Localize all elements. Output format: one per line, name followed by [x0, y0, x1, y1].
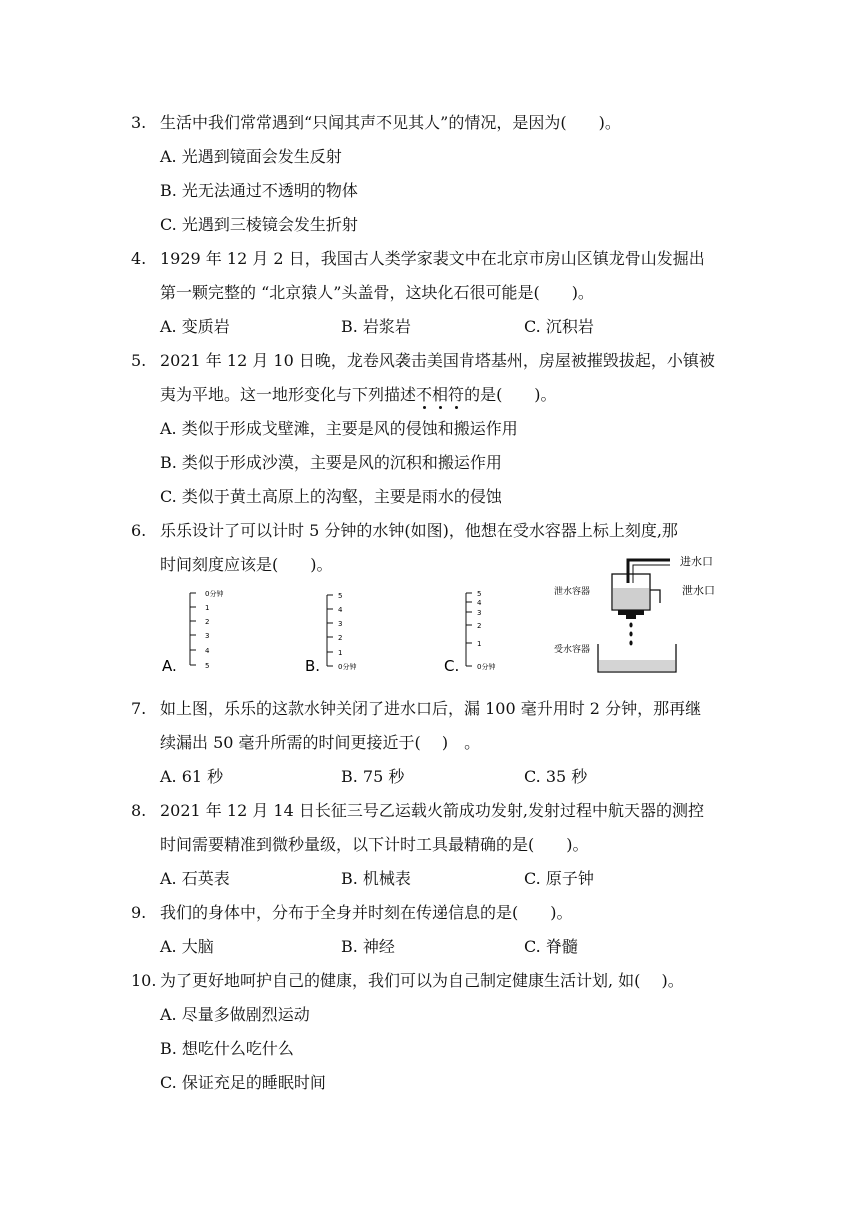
- question-5: [131, 344, 751, 412]
- question-4: [131, 242, 751, 310]
- water-clock-diagram: [554, 554, 715, 672]
- question-number: 3.: [131, 113, 147, 132]
- question-10: [131, 964, 751, 998]
- tick-label: 4: [338, 606, 343, 614]
- question-3: [131, 106, 751, 140]
- tick-label: 5: [338, 592, 343, 600]
- option-letter: C.: [444, 657, 460, 675]
- outlet-label: 泄水口: [682, 584, 715, 597]
- question-stem-line-1: 2021 年 12 月 10 日晚，龙卷风袭击美国肯塔基州，房屋被摧毁拔起，小镇被: [160, 351, 715, 370]
- question-number: 10.: [131, 971, 157, 990]
- option-c-scale[interactable]: [444, 590, 495, 675]
- question-stem-line-2: [160, 378, 751, 412]
- question-stem-line-1: 如上图，乐乐的这款水钟关闭了进水口后，漏 100 毫升用时 2 分钟，那再继: [160, 699, 702, 718]
- question-9: [131, 896, 751, 930]
- option-c[interactable]: C. 脊髓: [524, 937, 578, 956]
- tick-label: 1: [338, 649, 343, 657]
- question-number: 5.: [131, 351, 147, 370]
- tick-label: 4: [205, 647, 210, 655]
- option-a-scale[interactable]: [162, 589, 223, 675]
- emphasis-char: 符: [448, 385, 465, 404]
- tick-label: 3: [338, 620, 343, 628]
- tick-label: 3: [205, 632, 210, 640]
- water-drop: [629, 623, 632, 628]
- question-stem: 生活中我们常常遇到“只闻其声不见其人”的情况，是因为( )。: [160, 113, 621, 132]
- tick-label: 1: [477, 640, 482, 648]
- option-a[interactable]: A. 类似于形成戈壁滩，主要是风的侵蚀和搬运作用: [160, 419, 518, 438]
- option-b[interactable]: B. 光无法通过不透明的物体: [160, 181, 358, 200]
- option-b[interactable]: B. 机械表: [341, 869, 411, 888]
- question-stem-line-2: 续漏出 50 毫升所需的时间更接近于( ) 。: [160, 733, 481, 752]
- option-c[interactable]: C. 光遇到三棱镜会发生折射: [160, 215, 358, 234]
- tick-label: 5: [477, 590, 482, 598]
- tick-label: 4: [477, 599, 482, 607]
- question-number: 4.: [131, 249, 147, 268]
- option-letter: B.: [305, 657, 321, 675]
- tick-label: 2: [477, 622, 482, 630]
- tick-label: 0分钟: [338, 663, 357, 671]
- option-c[interactable]: C. 原子钟: [524, 869, 594, 888]
- question-stem-line-1: 1929 年 12 月 2 日，我国古人类学家裴文中在北京市房山区镇龙骨山发掘出: [160, 249, 705, 268]
- emphasis-char: 不: [416, 385, 433, 404]
- stem-text: 的是( )。: [464, 385, 557, 404]
- question-stem-line-1: 乐乐设计了可以计时 5 分钟的水钟(如图)，他想在受水容器上标上刻度,那: [160, 521, 678, 540]
- question-number: 8.: [131, 801, 147, 820]
- question-stem-line-2: 时间刻度应该是( )。: [160, 555, 333, 574]
- question-stem-line-2: 时间需要精准到微秒量级，以下计时工具最精确的是( )。: [160, 835, 589, 854]
- tick-label: 2: [338, 634, 343, 642]
- tick-label: 1: [205, 604, 210, 612]
- option-b[interactable]: B. 想吃什么吃什么: [160, 1039, 294, 1058]
- question-stem-line-2: 第一颗完整的 “北京猿人”头盖骨，这块化石很可能是( )。: [160, 283, 594, 302]
- question-number: 9.: [131, 903, 147, 922]
- option-b[interactable]: B. 类似于形成沙漠，主要是风的沉积和搬运作用: [160, 453, 502, 472]
- option-b[interactable]: B. 75 秒: [341, 767, 405, 786]
- water-drop: [629, 641, 632, 646]
- option-a[interactable]: A. 石英表: [160, 869, 230, 888]
- option-c[interactable]: C. 保证充足的睡眠时间: [160, 1073, 326, 1092]
- option-a[interactable]: A. 尽量多做剧烈运动: [160, 1005, 310, 1024]
- option-letter: A.: [162, 657, 177, 675]
- question-stem: 为了更好地呵护自己的健康，我们可以为自己制定健康生活计划, 如( )。: [160, 971, 684, 990]
- question-8: [131, 794, 751, 862]
- question-7: [131, 692, 751, 760]
- tick-label: 5: [205, 662, 210, 670]
- tick-label: 3: [477, 609, 482, 617]
- option-a[interactable]: A. 大脑: [160, 937, 214, 956]
- option-b-scale[interactable]: [305, 592, 356, 675]
- option-a[interactable]: A. 光遇到镜面会发生反射: [160, 147, 342, 166]
- tick-label: 2: [205, 618, 210, 626]
- water-level: [599, 660, 675, 671]
- tick-label: 0分钟: [205, 590, 224, 598]
- water-fill: [613, 588, 649, 609]
- inlet-label: 进水口: [680, 555, 713, 568]
- option-a[interactable]: A. 61 秒: [160, 767, 224, 786]
- option-a[interactable]: A. 变质岩: [160, 317, 230, 336]
- option-c[interactable]: C. 沉积岩: [524, 317, 594, 336]
- receiving-container-label: 受水容器: [553, 645, 590, 655]
- option-b[interactable]: B. 神经: [341, 937, 395, 956]
- question-number: 7.: [131, 699, 147, 718]
- water-clock-figure: [150, 548, 750, 676]
- question-stem-line-1: 2021 年 12 月 14 日长征三号乙运载火箭成功发射,发射过程中航天器的测控: [160, 801, 704, 820]
- option-c[interactable]: C. 35 秒: [524, 767, 588, 786]
- question-stem: 我们的身体中，分布于全身并时刻在传递信息的是( )。: [160, 903, 573, 922]
- drain-container-label: 泄水容器: [553, 587, 590, 597]
- water-drop: [629, 632, 632, 637]
- option-b[interactable]: B. 岩浆岩: [341, 317, 411, 336]
- tick-label: 0分钟: [477, 663, 496, 671]
- emphasis-char: 相: [432, 385, 449, 404]
- stem-text: 夷为平地。这一地形变化与下列描述: [160, 385, 417, 404]
- question-number: 6.: [131, 521, 147, 540]
- option-c[interactable]: C. 类似于黄土高原上的沟壑，主要是雨水的侵蚀: [160, 487, 502, 506]
